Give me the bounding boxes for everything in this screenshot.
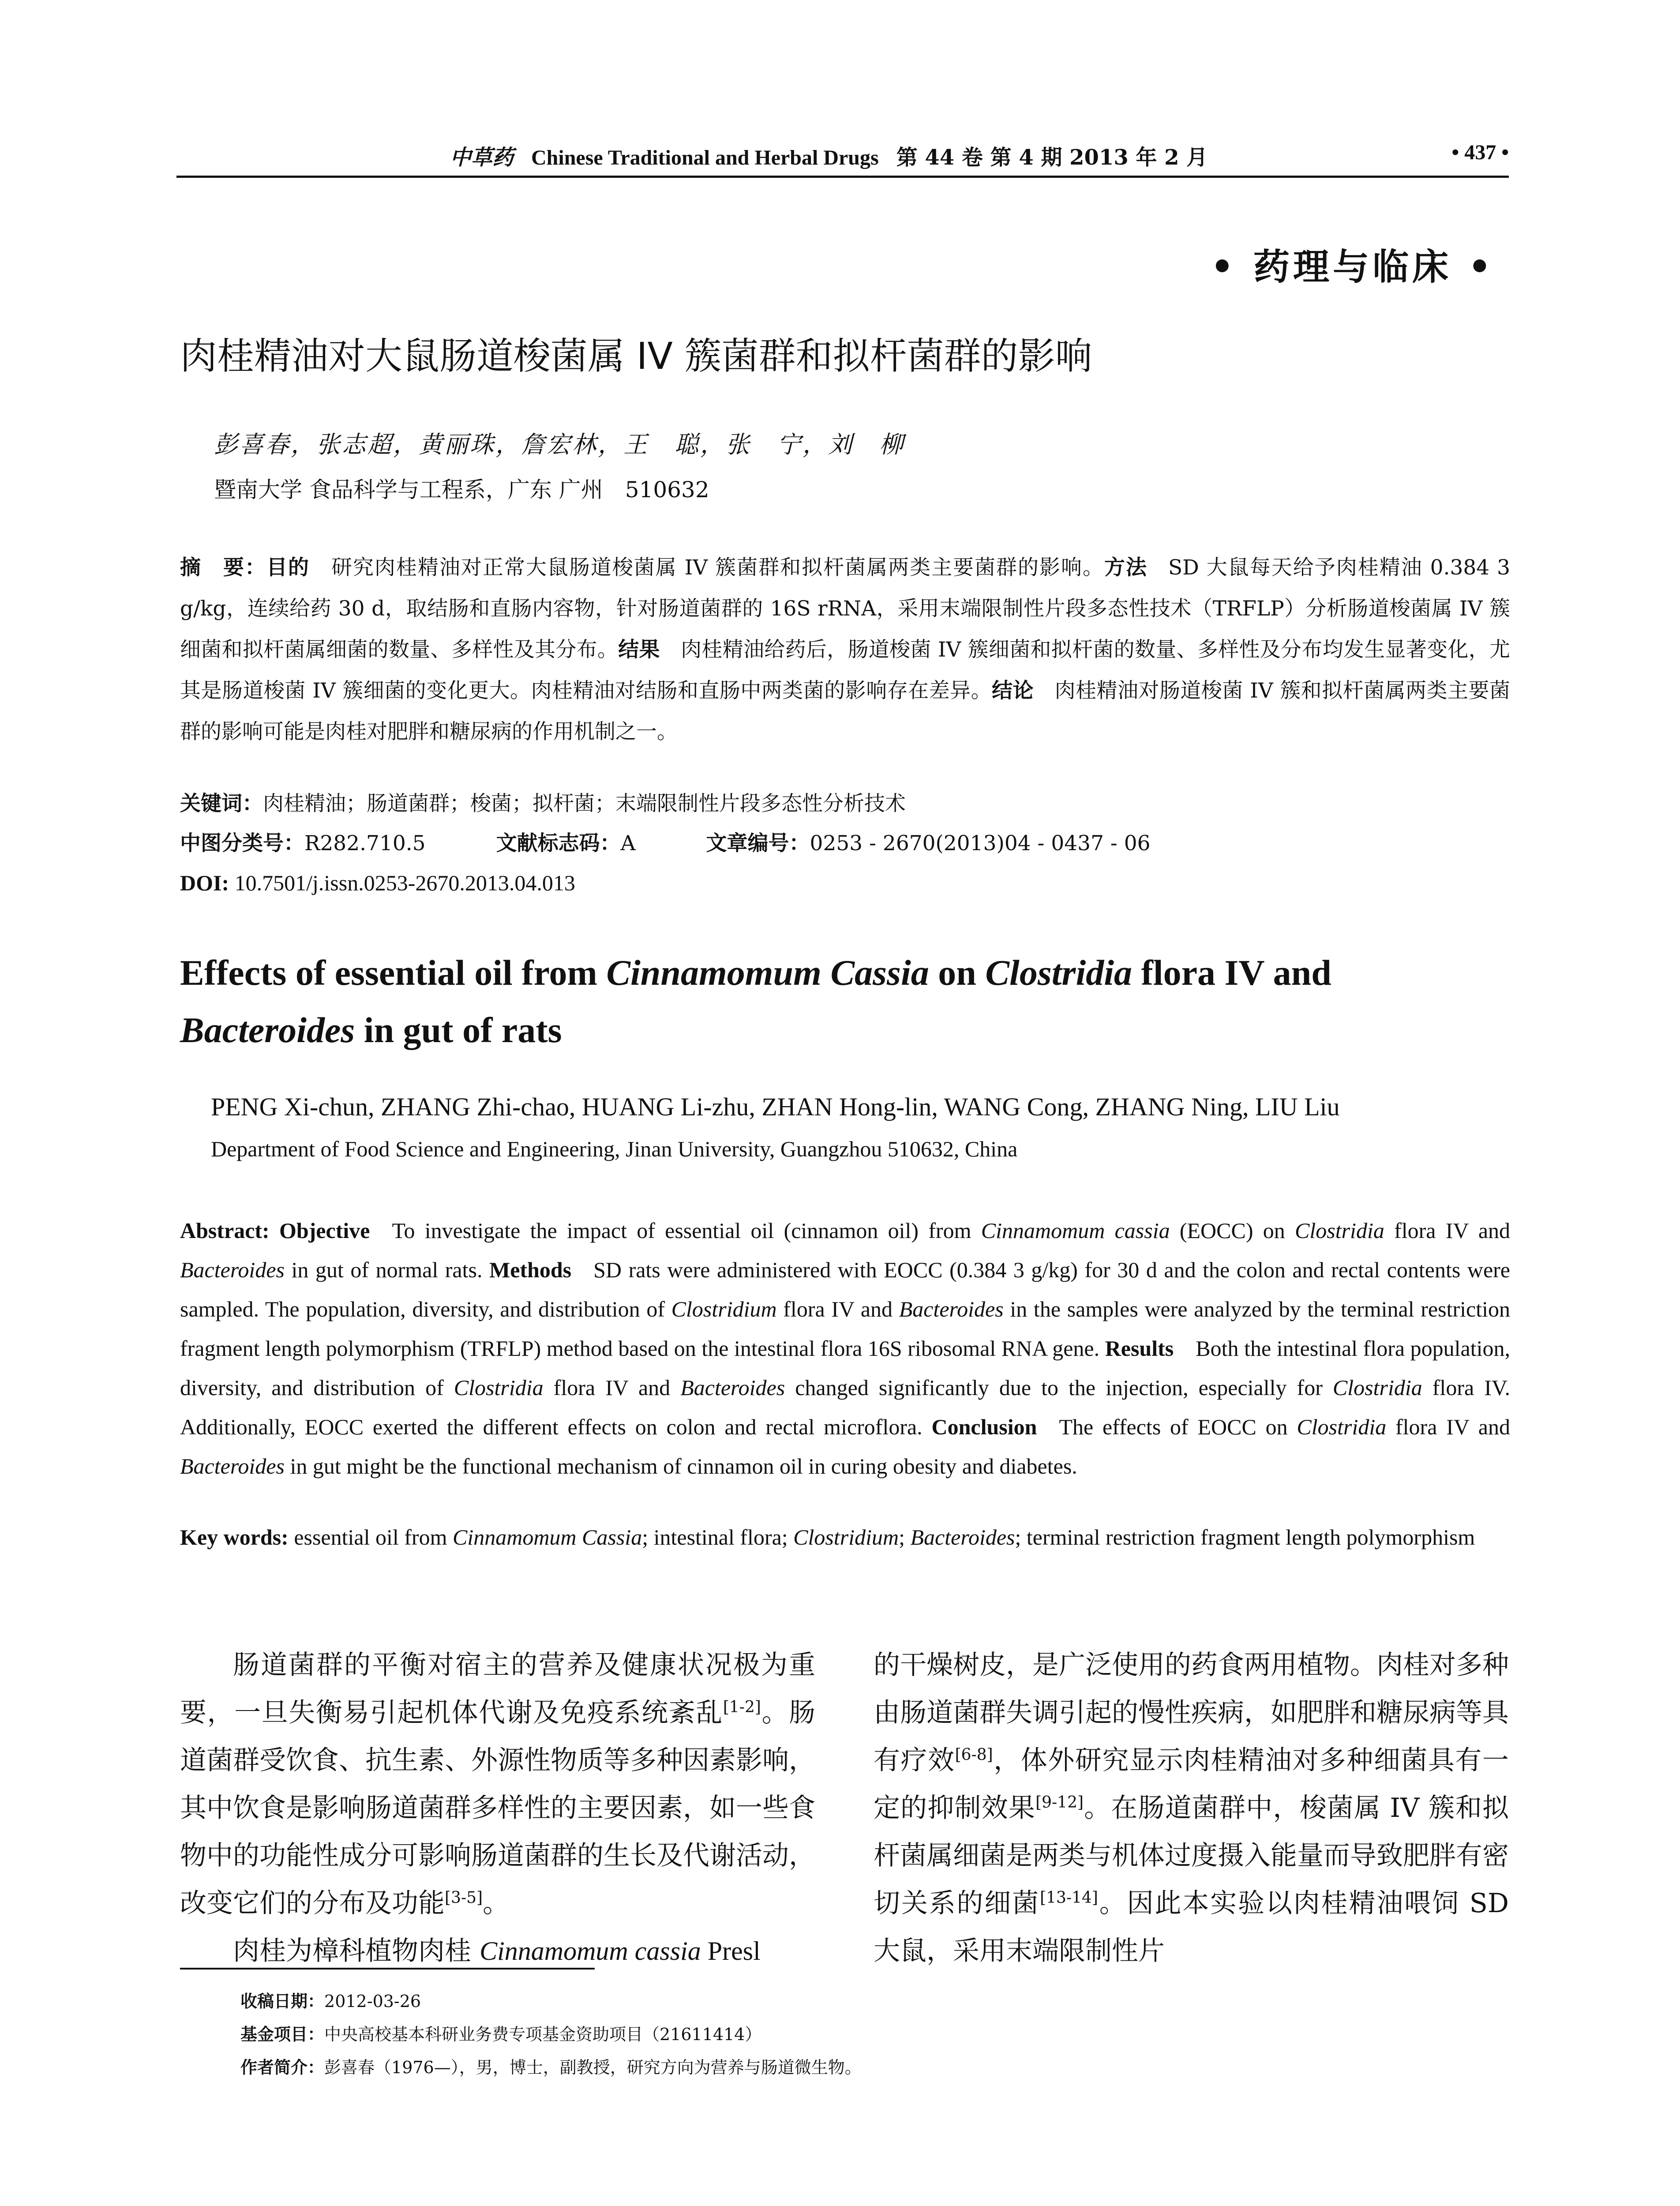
chinese-title: 肉桂精油对大鼠肠道梭菌属 IV 簇菌群和拟杆菌群的影响 — [180, 334, 1092, 378]
genus-name: Bacteroides — [180, 1257, 285, 1282]
issue-info: 第 44 卷 第 4 期 2013 年 2 月 — [896, 145, 1208, 170]
methods-text: in the samples were analyzed by the terminal restriction fragment length polymorphism (TRFLP) method based on the intestinal flora 16S ribosomal RNA gene. — [180, 1297, 1510, 1361]
doi-label: DOI: — [180, 870, 229, 895]
chinese-keywords — [180, 783, 1510, 824]
journal-name-en: Chinese Traditional and Herbal Drugs — [531, 146, 879, 169]
title-text: Effects of essential oil from — [180, 953, 607, 993]
methods-text-cn: SD 大鼠每天给予肉桂精油 0.384 3 g/kg，连续给药 30 d，取结肠和直肠内容物，针对肠道菌群的 16S rRNA，采用末端限制性片段多态性技术（TRFLP）分析肠道梭菌属 IV 簇细菌和拟杆菌属细菌的数量、多样性及其分布。 — [180, 555, 1511, 662]
fund-label: 基金项目： — [240, 2025, 325, 2044]
chinese-abstract — [180, 547, 1510, 752]
conclusion-label-cn: 结论 — [992, 679, 1034, 703]
genus-name: Bacteroides — [680, 1375, 785, 1400]
conclusion-text: The effects of EOCC on — [1059, 1414, 1297, 1439]
objective-label-cn: 目的 — [266, 555, 310, 580]
paragraph-text: 的干燥树皮，是广泛使用的药食两用植物。肉桂对多种由肠道菌群失调引起的慢性疾病，如肥胖和糖尿病等具有疗效 — [874, 1650, 1509, 1776]
received-label: 收稿日期： — [240, 1992, 325, 2011]
body-column-right — [874, 1641, 1509, 1975]
clc-label: 中图分类号： — [180, 831, 304, 855]
species-name: Cinnamomum cassia — [480, 1936, 701, 1966]
genus-name: Clostridia — [1332, 1375, 1422, 1400]
body-column-left — [180, 1641, 815, 1975]
chinese-affiliation: 暨南大学 食品科学与工程系，广东 广州 510632 — [214, 477, 709, 503]
conclusion-text-cn: 肉桂精油对肠道梭菌 IV 簇和拟杆菌属两类主要菌群的影响可能是肉桂对肥胖和糖尿病的作用机制之一。 — [180, 679, 1511, 744]
doi-value: 10.7501/j.issn.0253-2670.2013.04.013 — [234, 870, 575, 895]
footnote-author — [240, 2054, 862, 2078]
methods-text: SD rats were administered with EOCC (0.384 3 g/kg) for 30 d and the colon and rectal contents were sampled. The population, diversity, and distribution of — [180, 1257, 1510, 1321]
species-name: Cinnamomum cassia — [981, 1218, 1170, 1243]
results-text: flora IV and — [543, 1375, 681, 1400]
paragraph-text: Presl — [701, 1936, 761, 1966]
citation: [3-5] — [445, 1889, 483, 1907]
english-affiliation: Department of Food Science and Engineering, Jinan University, Guangzhou 510632, China — [211, 1137, 1018, 1161]
section-label: • 药理与临床 • — [1211, 246, 1495, 288]
paragraph-text: 肠道菌群的平衡对宿主的营养及健康状况极为重要，一旦失衡易引起机体代谢及免疫系统紊乱 — [180, 1650, 815, 1728]
english-abstract — [180, 1211, 1510, 1486]
title-genus: Clostridia — [985, 953, 1132, 993]
objective-text-cn: 研究肉桂精油对正常大鼠肠道梭菌属 IV 簇菌群和拟杆菌属两类主要菌群的影响。 — [330, 555, 1104, 580]
journal-header — [450, 140, 1208, 171]
genus-name: Clostridia — [1295, 1218, 1384, 1243]
title-text: in gut of rats — [355, 1010, 562, 1050]
methods-text: flora IV and — [776, 1297, 899, 1321]
english-authors: PENG Xi-chun, ZHANG Zhi-chao, HUANG Li-zhu, ZHAN Hong-lin, WANG Cong, ZHANG Ning, LIU Liu — [211, 1092, 1340, 1121]
article-number-label: 文章编号： — [706, 831, 810, 855]
paragraph-text: 肉桂为樟科植物肉桂 — [233, 1936, 480, 1966]
objective-text: (EOCC) on — [1170, 1218, 1295, 1243]
objective-text: To investigate the impact of essential oil (cinnamon oil) from — [392, 1218, 981, 1243]
chinese-authors: 彭喜春，张志超，黄丽珠，詹宏林，王 聪，张 宁，刘 柳 — [214, 431, 905, 458]
keywords-text: essential oil from — [294, 1525, 453, 1549]
genus-name: Clostridium — [793, 1525, 899, 1549]
genus-name: Bacteroides — [910, 1525, 1015, 1549]
citation: [6-8] — [955, 1746, 993, 1764]
article-number-value: 0253 - 2670(2013)04 - 0437 - 06 — [810, 831, 1151, 855]
paragraph-text: 。肠道菌群受饮食、抗生素、外源性物质等多种因素影响，其中饮食是影响肠道菌群多样性的主要因素，如一些食物中的功能性成分可影响肠道菌群的生长及代谢活动，改变它们的分布及功能 — [180, 1697, 816, 1919]
english-title — [180, 944, 1504, 1059]
paragraph-text: 。在肠道菌群中，梭菌属 IV 簇和拟杆菌属细菌是两类与机体过度摄入能量而导致肥胖有密切关系的细菌 — [874, 1793, 1509, 1919]
keywords-label-cn: 关键词： — [180, 792, 263, 816]
citation: [1-2] — [723, 1698, 761, 1716]
conclusion-text: flora IV and — [1386, 1414, 1511, 1439]
methods-label-cn: 方法 — [1104, 555, 1148, 580]
doc-code-value: A — [620, 831, 636, 855]
results-text-cn: 肉桂精油给药后，肠道梭菌 IV 簇细菌和拟杆菌的数量、多样性及分布均发生显著变化，尤其是肠道梭菌 IV 簇细菌的变化更大。肉桂精油对结肠和直肠中两类菌的影响存在差异。 — [180, 638, 1510, 703]
genus-name: Clostridia — [454, 1375, 544, 1400]
footnote-fund — [240, 2021, 761, 2045]
abstract-label-cn: 摘 要： — [180, 555, 266, 580]
title-text: on — [929, 953, 986, 993]
paragraph-text: 。 — [483, 1888, 510, 1919]
body-paragraph — [874, 1641, 1509, 1975]
keywords-text: ; intestinal flora; — [642, 1525, 794, 1549]
results-text: Both the intestinal flora population, diversity, and distribution of — [180, 1336, 1510, 1400]
footnote-rule — [180, 1968, 595, 1970]
methods-label-en: Methods — [489, 1257, 572, 1282]
conclusion-text: in gut might be the functional mechanism of cinnamon oil in curing obesity and diabetes. — [284, 1454, 1077, 1478]
title-species: Cinnamomum Cassia — [606, 953, 929, 993]
title-genus: Bacteroides — [180, 1010, 355, 1050]
keywords-text: ; terminal restriction fragment length polymorphism — [1015, 1525, 1475, 1549]
abstract-label-en: Abstract: Objective — [180, 1218, 370, 1243]
classification-line — [180, 823, 1510, 864]
results-label-en: Results — [1105, 1336, 1174, 1361]
results-text: flora IV. Additionally, EOCC exerted the different effects on colon and rectal microflora. — [180, 1375, 1511, 1439]
genus-name: Clostridia — [1297, 1414, 1387, 1439]
results-text: changed significantly due to the injection, especially for — [785, 1375, 1333, 1400]
objective-text: flora IV and — [1384, 1218, 1511, 1243]
genus-name: Clostridium — [671, 1297, 777, 1321]
genus-name: Bacteroides — [899, 1297, 1004, 1321]
keywords-text-cn: 肉桂精油；肠道菌群；梭菌；拟杆菌；末端限制性片段多态性分析技术 — [263, 792, 906, 816]
fund-text: 中央高校基本科研业务费专项基金资助项目（21611414） — [324, 2025, 762, 2044]
citation: [13-14] — [1040, 1889, 1098, 1907]
citation: [9-12] — [1035, 1793, 1084, 1812]
species-name: Cinnamomum Cassia — [452, 1525, 642, 1549]
keywords-text: ; — [899, 1525, 911, 1549]
genus-name: Bacteroides — [180, 1454, 285, 1478]
english-keywords — [180, 1518, 1510, 1557]
author-bio-text: 彭喜春（1976—），男，博士，副教授，研究方向为营养与肠道微生物。 — [324, 2058, 862, 2077]
conclusion-label-en: Conclusion — [931, 1414, 1037, 1439]
clc-value: R282.710.5 — [304, 831, 426, 855]
objective-text: in gut of normal rats. — [284, 1257, 483, 1282]
doc-code-label: 文献标志码： — [496, 831, 621, 855]
received-date: 2012-03-26 — [324, 1992, 421, 2011]
doi-line — [180, 863, 1510, 904]
keywords-label-en: Key words: — [180, 1525, 289, 1549]
header-rule — [176, 176, 1509, 178]
paragraph-text: ，体外研究显示肉桂精油对多种细菌具有一定的抑制效果 — [874, 1745, 1509, 1823]
title-text: flora IV and — [1132, 953, 1331, 993]
journal-name-cn: 中草药 — [450, 145, 514, 170]
paragraph-text: 。因此本实验以肉桂精油喂饲 SD 大鼠，采用末端限制性片 — [874, 1888, 1509, 1966]
footnote-received — [240, 1988, 421, 2012]
page-number: • 437 • — [1451, 141, 1509, 164]
results-label-cn: 结果 — [618, 638, 660, 662]
running-header — [176, 140, 1509, 176]
body-paragraph — [180, 1641, 815, 1927]
author-bio-label: 作者简介： — [240, 2058, 325, 2077]
